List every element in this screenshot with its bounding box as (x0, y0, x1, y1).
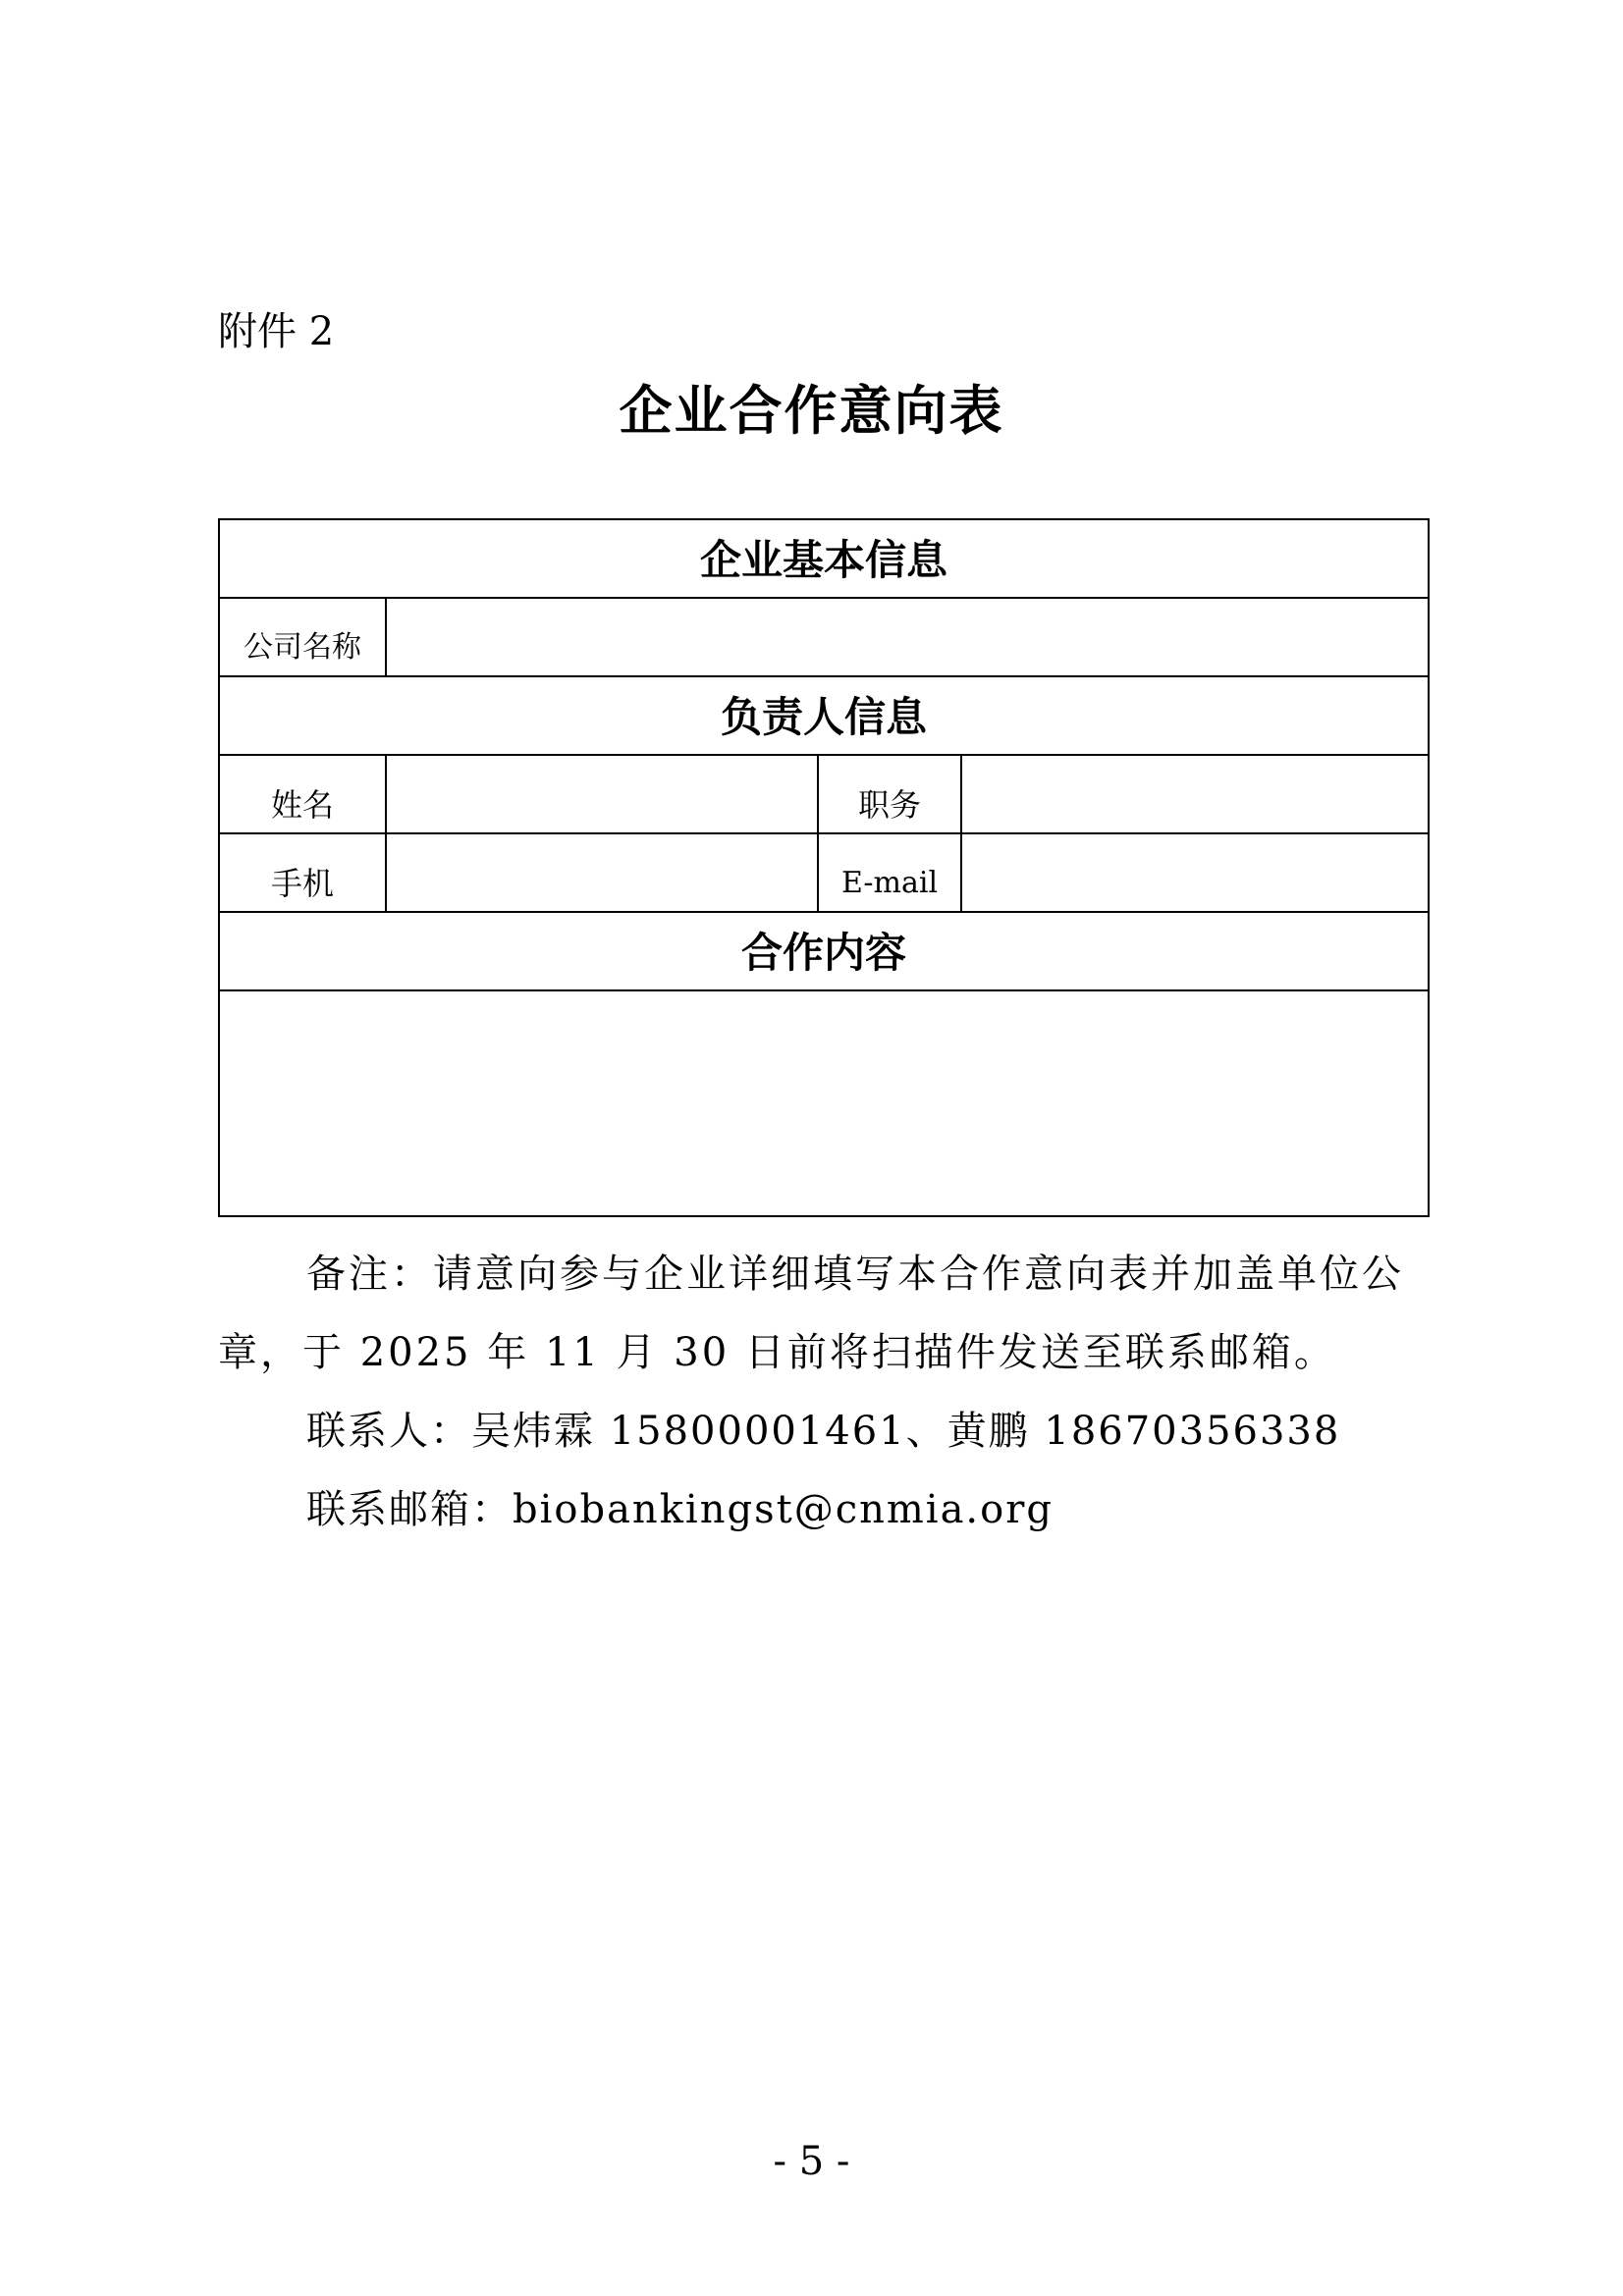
position-field[interactable] (962, 756, 1428, 832)
contact-email: 联系邮箱：biobankingst@cnmia.org (306, 1487, 1054, 1532)
phone-field[interactable] (387, 834, 817, 911)
name-field[interactable] (387, 756, 817, 832)
company-name-field[interactable] (387, 599, 1428, 675)
remark-line-2: 章，于 2025 年 11 月 30 日前将扫描件发送至联系邮箱。 (218, 1330, 1336, 1375)
cooperation-content-field[interactable] (220, 991, 1428, 1215)
email-label: E-mail (840, 866, 939, 900)
phone-label: 手机 (270, 865, 334, 902)
section-contact-heading: 负责人信息 (720, 693, 927, 741)
email-field[interactable] (962, 834, 1428, 911)
cooperation-form-table (218, 518, 1430, 1217)
name-label: 姓名 (270, 786, 334, 824)
attachment-label: 附件 2 (218, 309, 335, 354)
remark-line-1: 备注：请意向参与企业详细填写本合作意向表并加盖单位公 (306, 1252, 1404, 1297)
section-cooperation-heading: 合作内容 (740, 929, 906, 977)
position-label: 职务 (857, 786, 921, 824)
section-basic-info-heading: 企业基本信息 (699, 536, 947, 584)
contact-persons: 联系人：吴炜霖 15800001461、黄鹏 18670356338 (306, 1409, 1341, 1454)
page-number: - 5 - (773, 2139, 850, 2184)
document-title: 企业合作意向表 (619, 379, 1004, 442)
company-name-label: 公司名称 (243, 630, 361, 665)
